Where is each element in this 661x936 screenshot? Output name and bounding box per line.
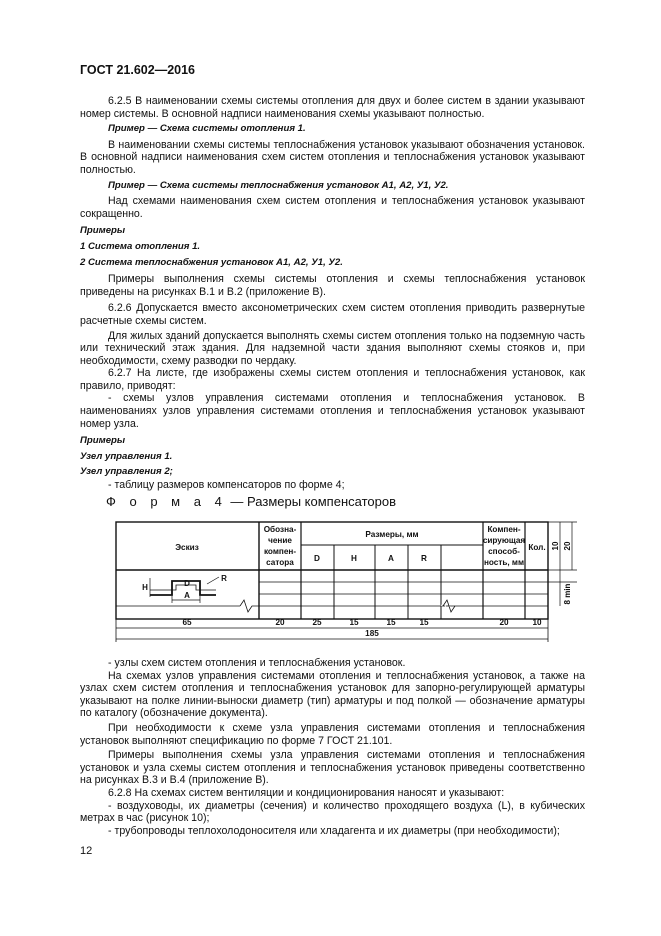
examples-heading: Примеры (80, 225, 126, 237)
col-comp-line-1: Компен- (487, 525, 521, 534)
list-item: - трубопроводы теплохолодоносителя или хладагента и их диаметры (при необходимости); (108, 824, 560, 837)
dim-15-a: 15 (386, 618, 396, 627)
paragraph: Примеры выполнения схемы системы отопления и схемы теплоснабжения установок приведены на рисунках В.1 и В.2 (приложение В). (80, 273, 585, 298)
paragraph: На схемах узлов управления системами отопления и теплоснабжения установок, а также на узлах схем систем отопления и теплоснабжения установок для запорно-регулирующей арматуры указывают на полке линии-выноски диаметр (тип) арматуры и под полкой — обозначение арматуры по каталогу (обозначение документа). (80, 669, 585, 720)
col-designation-line-4: сатора (266, 558, 294, 567)
col-designation-line-3: компен- (263, 547, 297, 556)
col-designation-line-1: Обозна- (263, 525, 297, 534)
example-1: Пример — Схема системы отопления 1. (108, 123, 306, 135)
list-item: - узлы схем систем отопления и теплоснабжения установок. (108, 657, 406, 669)
col-sketch-header: Эскиз (175, 543, 199, 552)
col-comp-line-3: способ- (488, 547, 520, 556)
sketch-a-label: A (184, 591, 190, 600)
paragraph-6-2-6: 6.2.6 Допускается вместо аксонометрических схем систем отопления приводить развернутые расчетные схемы систем. (80, 302, 585, 327)
sketch-h-label: H (142, 583, 148, 592)
page-number: 12 (80, 845, 93, 857)
list-item: - схемы узлов управления системами отопления и теплоснабжения установок. В наименованиях узлов управления системами отопления и теплоснабжения установок указывают номер узла. (80, 392, 585, 430)
list-item: - воздуховоды, их диаметры (сечения) и количество проходящего воздуха (L), в кубических метрах в час (рисунок 10); (80, 799, 585, 825)
col-comp-line-2: сирующая (482, 536, 526, 545)
dim-15-r: 15 (419, 618, 429, 627)
form-title-rest: — Размеры компенсаторов (226, 494, 396, 509)
document-header: ГОСТ 21.602—2016 (80, 63, 196, 77)
dim-25: 25 (312, 618, 322, 627)
dim-20: 20 (275, 618, 285, 627)
paragraph-6-2-7: 6.2.7 На листе, где изображены схемы систем отопления и теплоснабжения установок, как правило, приводят: (80, 367, 585, 392)
col-comp-line-4: ность, мм (483, 558, 525, 567)
paragraph: Над схемами наименования схем систем отопления и теплоснабжения установок указывают сокращенно. (80, 195, 585, 220)
dim-right-20: 20 (563, 541, 572, 551)
dim-65: 65 (182, 618, 192, 627)
example-item: Узел управления 1. (80, 450, 173, 462)
col-a-header: A (388, 554, 394, 563)
paragraph: В наименовании схемы системы теплоснабжения установок указывают обозначения установок. В основной надписи наименования схем систем отопления и теплоснабжения установок указывают полностью. (80, 138, 585, 176)
paragraph: Для жилых зданий допускается выполнять схемы систем отопления только на подземную часть или технический этаж здания. Для надземной части здания выполняют схемы стояков и, при необходимости, схему разводки по чердаку. (80, 329, 585, 367)
dim-15-h: 15 (349, 618, 359, 627)
paragraph: При необходимости к схеме узла управления системами отопления и теплоснабжения установок выполняют спецификацию по форме 7 ГОСТ 21.101. (80, 721, 585, 747)
examples-heading: Примеры (80, 435, 126, 447)
paragraph: Примеры выполнения схемы узла управления системами отопления и теплоснабжения установок и узла схемы систем отопления и теплоснабжения установок приведены соответственно на рисунках В.3 и В.4 (приложение В). (80, 749, 585, 787)
sketch-d-label: D (184, 579, 190, 588)
col-d-header: D (314, 554, 320, 563)
paragraph-6-2-8: 6.2.8 На схемах систем вентиляции и кондиционирования наносят и указывают: (108, 786, 505, 799)
sketch-r-label: R (221, 574, 227, 583)
col-designation-line-2: чение (268, 536, 292, 545)
example-item: 2 Система теплоснабжения установок А1, А2, У1, У2. (80, 256, 343, 268)
example-2: Пример — Схема системы теплоснабжения установок А1, А2, У1, У2. (108, 179, 449, 191)
form-title-label: Ф о р м а 4 (106, 494, 227, 509)
example-item: Узел управления 2; (80, 466, 173, 478)
col-h-header: H (351, 554, 357, 563)
list-item: - таблицу размеров компенсаторов по форме 4; (108, 479, 345, 492)
dim-20-comp: 20 (499, 618, 509, 627)
col-sizes-header: Размеры, мм (365, 530, 419, 539)
col-r-header: R (421, 554, 427, 563)
paragraph-6-2-5: 6.2.5 В наименовании схемы системы отопления для двух и более систем в здании указывают номер системы. В основной надписи наименования схемы указывают полностью. (80, 95, 585, 120)
dim-10: 10 (532, 618, 542, 627)
text-block-2 (80, 657, 585, 837)
col-qty-header: Кол. (528, 543, 546, 552)
dim-right-10: 10 (551, 541, 560, 551)
dim-total-185: 185 (365, 629, 379, 638)
dim-right-8-min: 8 min (563, 583, 572, 605)
example-item: 1 Система отопления 1. (80, 240, 201, 252)
